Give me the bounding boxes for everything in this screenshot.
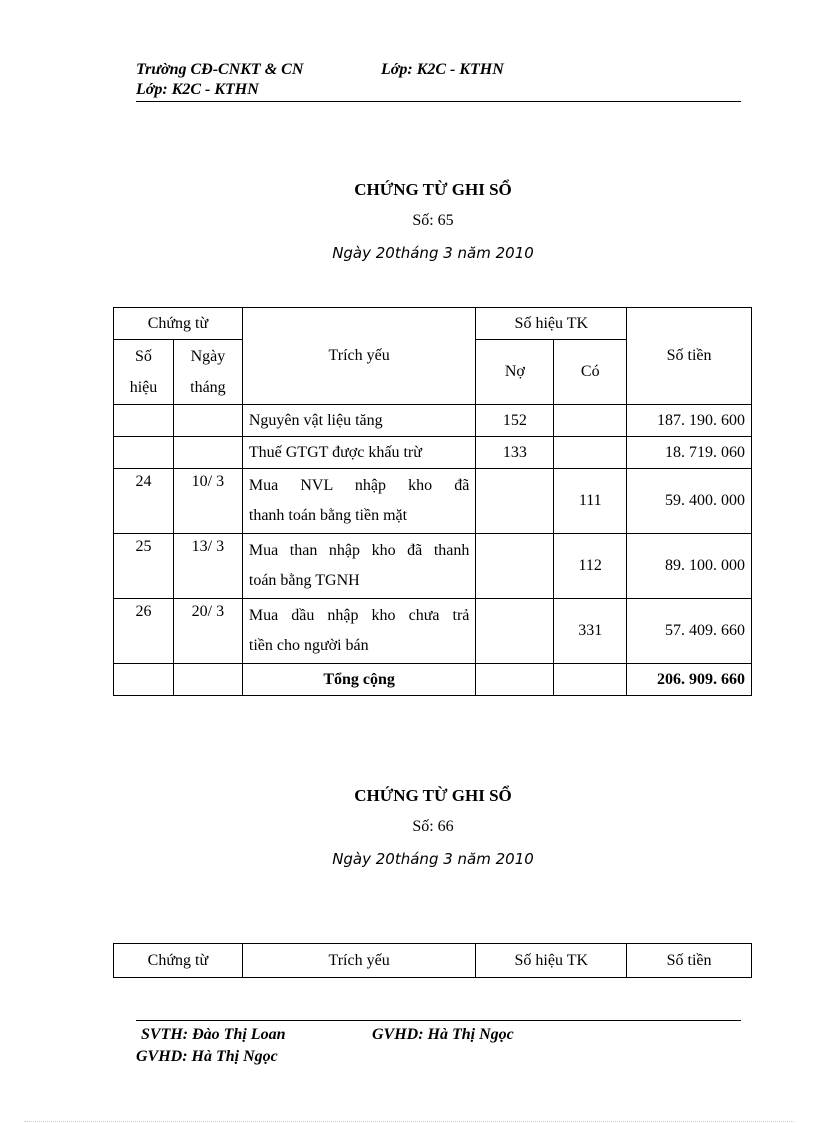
voucher-number: Số: 65 <box>412 212 454 229</box>
cell-trich-yeu: Thuế GTGT được khấu trừ <box>242 437 476 469</box>
cell-co: 111 <box>554 469 627 534</box>
table-row <box>114 469 752 534</box>
cell-so-tien: 187. 190. 600 <box>627 405 752 437</box>
cell-so-hieu: 24 <box>114 469 174 534</box>
cell-co: 331 <box>554 599 627 664</box>
footer-advisor: GVHD: Hà Thị Ngọc <box>372 1026 514 1043</box>
cell-ngay-thang <box>173 437 242 469</box>
cell-no <box>476 534 554 599</box>
cell-ngay-thang: 10/ 3 <box>173 469 242 534</box>
footer-student: SVTH: Đào Thị Loan <box>141 1026 286 1043</box>
header-school: Trường CĐ-CNKT & CN <box>136 61 304 78</box>
cell-trich-yeu-line1: Mua dầu nhập kho chưa trả <box>248 607 470 624</box>
cell-trich-yeu-line2: tiền cho người bán <box>248 637 369 654</box>
cell-ngay-thang: 20/ 3 <box>173 599 242 664</box>
col-header-so-tien: Số tiền <box>627 944 752 978</box>
cell-so-tien: 57. 409. 660 <box>627 599 752 664</box>
col-header-so-tien: Số tiền <box>627 308 752 405</box>
cell-so-hieu <box>114 437 174 469</box>
cell-trich-yeu-line1: Mua NVL nhập kho đã <box>248 477 470 494</box>
cell-empty <box>554 664 627 696</box>
table-row <box>114 599 752 664</box>
cell-co <box>554 437 627 469</box>
table-row <box>114 437 752 469</box>
cell-co: 112 <box>554 534 627 599</box>
cell-so-tien: 18. 719. 060 <box>627 437 752 469</box>
ledger-table <box>113 307 752 696</box>
col-header-ngay-thang: Ngày tháng <box>173 340 242 405</box>
cell-so-hieu: 25 <box>114 534 174 599</box>
cell-trich-yeu-line1: Mua than nhập kho đã thanh <box>248 542 470 559</box>
cell-no <box>476 599 554 664</box>
cell-empty <box>173 664 242 696</box>
cell-ngay-thang <box>173 405 242 437</box>
cell-trich-yeu: Nguyên vật liệu tăng <box>242 405 476 437</box>
cell-trich-yeu-line2: toán bằng TGNH <box>248 572 360 589</box>
ledger-table-2 <box>113 943 752 978</box>
footer-advisor-line2: GVHD: Hà Thị Ngọc <box>136 1048 278 1065</box>
header-class-line2: Lớp: K2C - KTHN <box>136 81 259 98</box>
total-row <box>114 664 752 696</box>
total-value: 206. 909. 660 <box>627 664 752 696</box>
total-label: Tổng cộng <box>242 664 476 696</box>
voucher-title: CHỨNG TỪ GHI SỔ <box>354 786 512 805</box>
cell-trich-yeu <box>242 534 476 599</box>
voucher-title: CHỨNG TỪ GHI SỔ <box>354 180 512 199</box>
cell-so-tien: 89. 100. 000 <box>627 534 752 599</box>
header-rule <box>136 101 741 102</box>
cell-trich-yeu-line2: thanh toán bằng tiền mặt <box>248 507 408 524</box>
cell-empty <box>114 664 174 696</box>
voucher-date: Ngày 20tháng 3 năm 2010 <box>332 850 534 868</box>
voucher-number: Số: 66 <box>412 818 454 835</box>
header-class: Lớp: K2C - KTHN <box>381 61 504 78</box>
cell-so-tien: 59. 400. 000 <box>627 469 752 534</box>
col-header-so-hieu-tk: Số hiệu TK <box>476 944 627 978</box>
table-row <box>114 405 752 437</box>
cell-trich-yeu <box>242 469 476 534</box>
col-header-chung-tu: Chứng từ <box>114 308 243 340</box>
cell-so-hieu: 26 <box>114 599 174 664</box>
cell-no: 152 <box>476 405 554 437</box>
cell-no <box>476 469 554 534</box>
cell-no: 133 <box>476 437 554 469</box>
cell-empty <box>476 664 554 696</box>
col-header-so-hieu-tk: Số hiệu TK <box>476 308 627 340</box>
col-header-trich-yeu: Trích yếu <box>242 944 476 978</box>
col-header-chung-tu: Chứng từ <box>114 944 243 978</box>
page-edge <box>24 1121 794 1122</box>
cell-so-hieu <box>114 405 174 437</box>
cell-ngay-thang: 13/ 3 <box>173 534 242 599</box>
col-header-co: Có <box>554 340 627 405</box>
cell-co <box>554 405 627 437</box>
cell-trich-yeu <box>242 599 476 664</box>
footer-rule <box>136 1020 741 1021</box>
col-header-no: Nợ <box>476 340 554 405</box>
table-row <box>114 534 752 599</box>
voucher-date: Ngày 20tháng 3 năm 2010 <box>332 244 534 262</box>
col-header-so-hieu: Số hiệu <box>114 340 174 405</box>
col-header-trich-yeu: Trích yếu <box>242 308 476 405</box>
